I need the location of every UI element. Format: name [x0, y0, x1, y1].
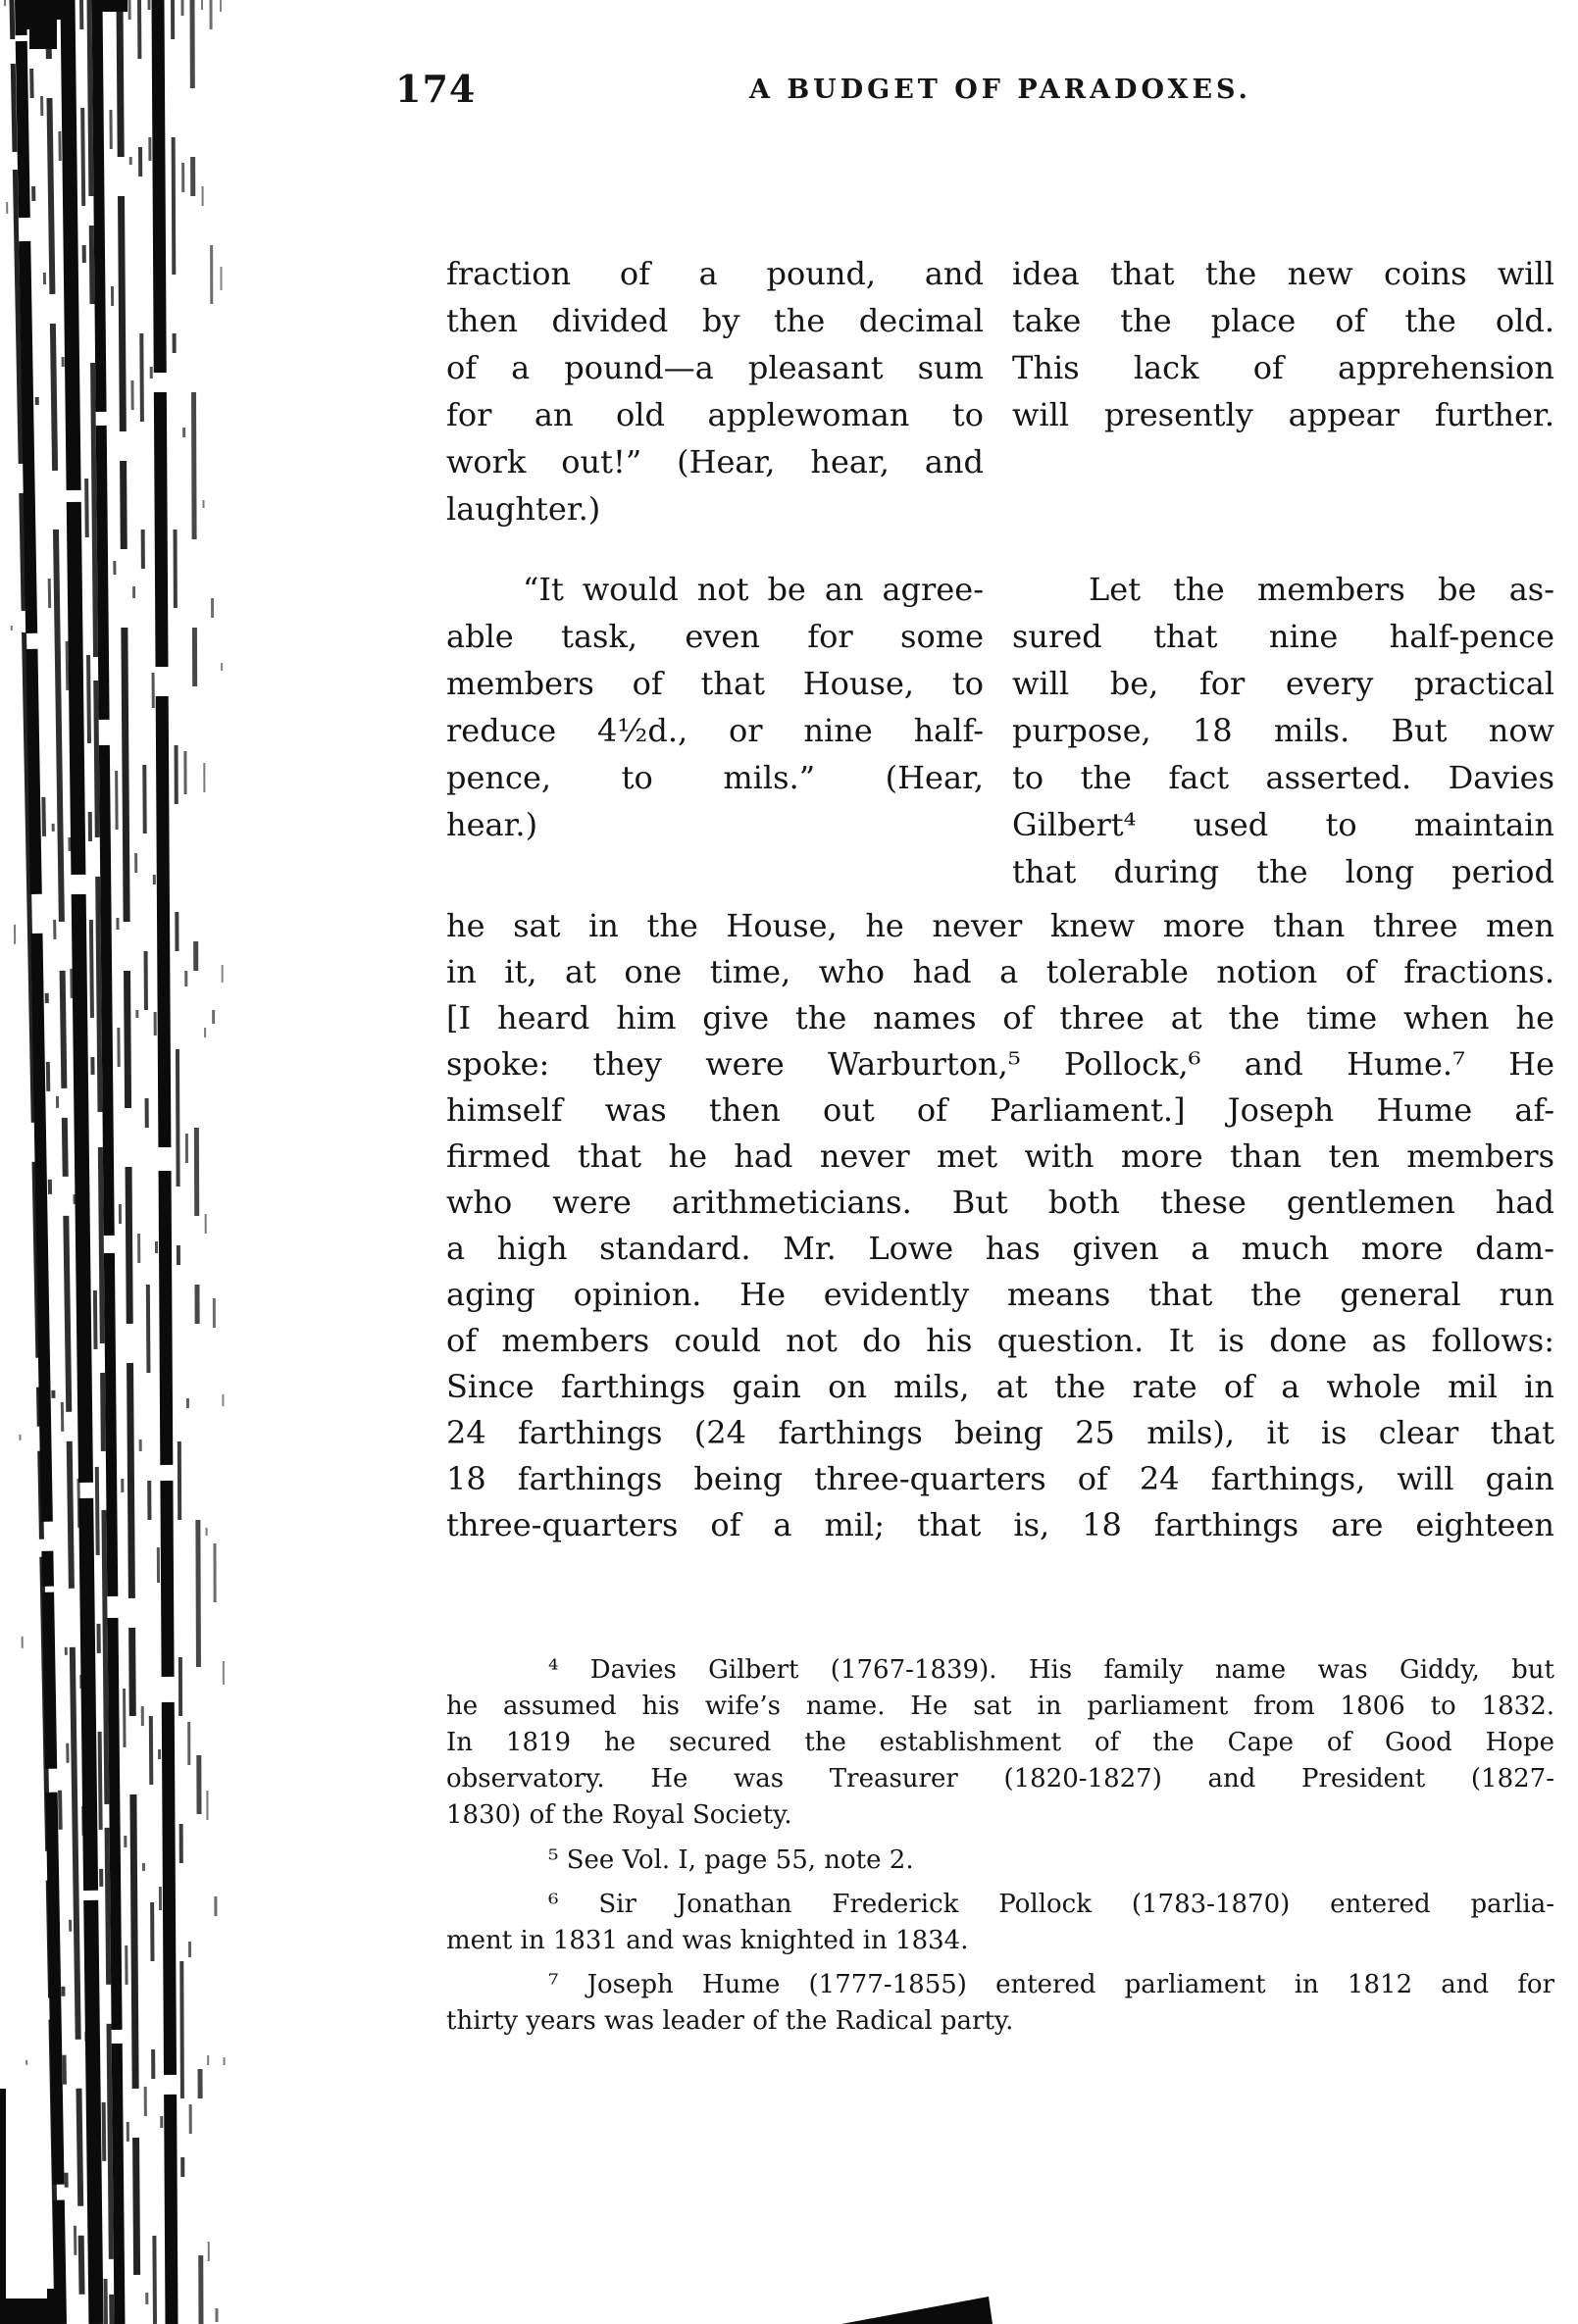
text-line: ⁶ Sir Jonathan Frederick Pollock (1783-1870) entered parlia- — [548, 1890, 1554, 1919]
text-line: observatory. He was Treasurer (1820-1827) and President (1827- — [446, 1764, 1554, 1794]
text-line: idea that the new coins will — [1012, 255, 1554, 292]
left-column-paragraph-2 — [446, 566, 984, 848]
body-paragraph — [446, 903, 1554, 1548]
text-line: himself was then out of Parliament.] Joseph Hume af- — [446, 1091, 1554, 1129]
text-line: purpose, 18 mils. But now — [1012, 712, 1554, 749]
text-line: This lack of apprehension — [1012, 349, 1554, 386]
text-line: a high standard. Mr. Lowe has given a much more dam- — [446, 1230, 1554, 1267]
footnote-7 — [446, 1967, 1554, 2040]
running-title: A BUDGET OF PARADOXES. — [749, 75, 1251, 105]
text-line: “It would not be an agree- — [523, 571, 984, 608]
text-line: sured that nine half-pence — [1012, 618, 1554, 655]
text-line: will be, for every practical — [1012, 665, 1554, 702]
text-line: 18 farthings being three-quarters of 24 farthings, will gain — [446, 1460, 1554, 1497]
scan-wedge-mark — [834, 2295, 1000, 2324]
text-line: he sat in the House, he never knew more than three men — [446, 907, 1554, 944]
text-line: ⁵ See Vol. I, page 55, note 2. — [548, 1845, 914, 1875]
scan-binding-noise — [0, 0, 240, 2324]
text-line: [I heard him give the names of three at the time when he — [446, 999, 1554, 1036]
text-line: spoke: they were Warburton,⁵ Pollock,⁶ and Hume.⁷ He — [446, 1045, 1554, 1083]
text-line: firmed that he had never met with more than ten members — [446, 1137, 1554, 1175]
footnote-5 — [446, 1843, 1554, 1879]
text-line: laughter.) — [446, 490, 601, 528]
right-column-paragraph-1 — [1012, 250, 1554, 438]
text-line: thirty years was leader of the Radical party. — [446, 2006, 1014, 2036]
scan-corner-mark — [0, 2089, 69, 2324]
text-line: of a pound—a pleasant sum — [446, 349, 984, 386]
footnote-4 — [446, 1652, 1554, 1834]
text-line: he assumed his wife’s name. He sat in parliament from 1806 to 1832. — [446, 1692, 1554, 1721]
text-line: able task, even for some — [446, 618, 984, 655]
text-line: pence, to mils.” (Hear, — [446, 759, 984, 796]
text-line: reduce 4½d., or nine half- — [446, 712, 984, 749]
text-line: who were arithmeticians. But both these gentlemen had — [446, 1184, 1554, 1221]
text-line: Let the members be as- — [1089, 571, 1554, 608]
text-line: 24 farthings (24 farthings being 25 mils), it is clear that — [446, 1414, 1554, 1451]
text-line: aging opinion. He evidently means that the general run — [446, 1276, 1554, 1313]
footnote-6 — [446, 1887, 1554, 1959]
text-line: Gilbert⁴ used to maintain — [1012, 806, 1554, 843]
text-line: members of that House, to — [446, 665, 984, 702]
text-line: of members could not do his question. It is done as follows: — [446, 1322, 1554, 1359]
right-column-paragraph-2 — [1012, 566, 1554, 895]
text-line: In 1819 he secured the establishment of the Cape of Good Hope — [446, 1728, 1554, 1757]
page-number: 174 — [395, 67, 477, 111]
text-line: take the place of the old. — [1012, 302, 1554, 339]
text-line: ment in 1831 and was knighted in 1834. — [446, 1926, 969, 1955]
text-line: then divided by the decimal — [446, 302, 984, 339]
text-line: three-quarters of a mil; that is, 18 farthings are eighteen — [446, 1506, 1554, 1543]
text-line: that during the long period — [1012, 853, 1554, 890]
text-line: hear.) — [446, 806, 538, 843]
text-line: will presently appear further. — [1012, 396, 1554, 433]
text-line: to the fact asserted. Davies — [1012, 759, 1554, 796]
text-line: for an old applewoman to — [446, 396, 984, 433]
text-line: ⁷ Joseph Hume (1777-1855) entered parliament in 1812 and for — [548, 1970, 1554, 1999]
text-line: fraction of a pound, and — [446, 255, 984, 292]
text-line: ⁴ Davies Gilbert (1767-1839). His family name was Giddy, but — [548, 1655, 1554, 1685]
text-line: in it, at one time, who had a tolerable notion of fractions. — [446, 953, 1554, 990]
text-line: 1830) of the Royal Society. — [446, 1800, 792, 1830]
text-line: work out!” (Hear, hear, and — [446, 443, 984, 480]
text-line: Since farthings gain on mils, at the rate of a whole mil in — [446, 1368, 1554, 1405]
left-column-paragraph-1 — [446, 250, 984, 532]
